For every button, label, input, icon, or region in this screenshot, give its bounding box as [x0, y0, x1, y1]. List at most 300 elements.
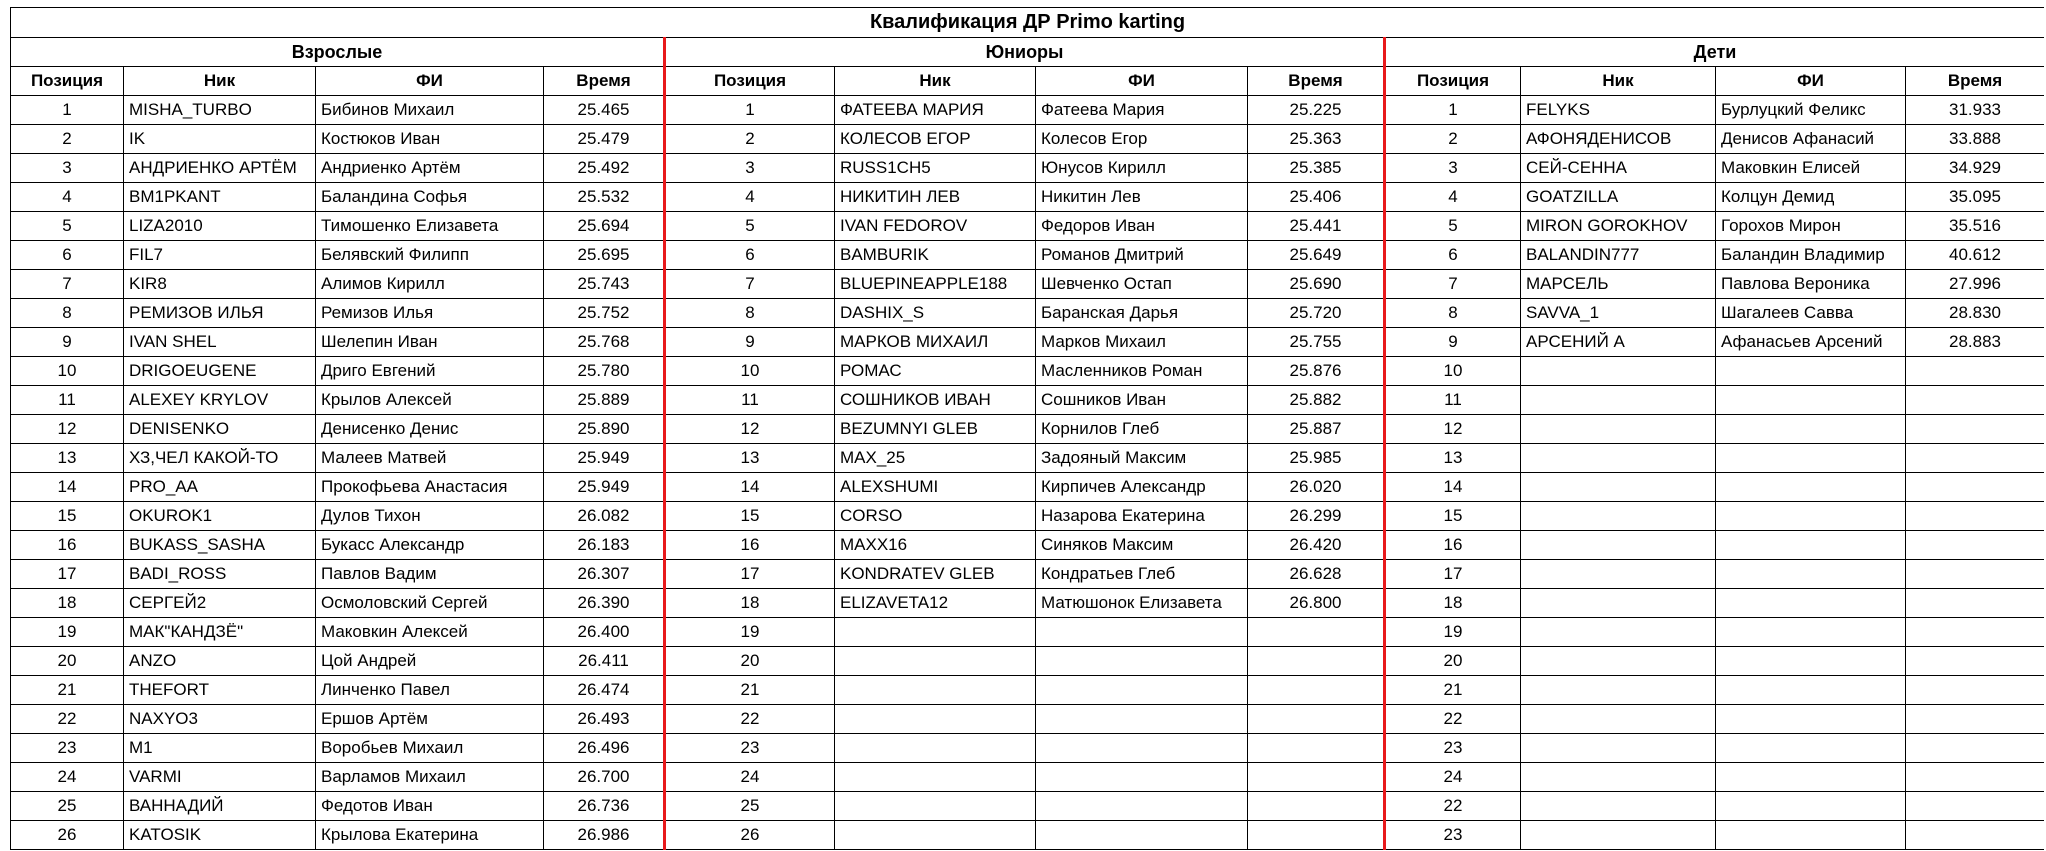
column-header-fio: ФИ: [1036, 67, 1248, 96]
cell-nick: СОШНИКОВ ИВАН: [835, 386, 1036, 415]
cell-fio: Горохов Мирон: [1716, 212, 1906, 241]
cell-pos: 11: [11, 386, 124, 415]
cell-fio: Линченко Павел: [316, 676, 544, 705]
cell-nick: МАРКОВ МИХАИЛ: [835, 328, 1036, 357]
cell-nick: MISHA_TURBO: [124, 96, 316, 125]
cell-nick: [1521, 589, 1716, 618]
cell-time: [1906, 502, 2045, 531]
cell-time: 25.889: [544, 386, 665, 415]
table-row: [11, 821, 2045, 850]
cell-pos: 8: [665, 299, 835, 328]
cell-nick: DENISENKO: [124, 415, 316, 444]
cell-nick: [1521, 618, 1716, 647]
cell-time: 26.020: [1248, 473, 1385, 502]
cell-nick: АРСЕНИЙ А: [1521, 328, 1716, 357]
cell-fio: [1036, 618, 1248, 647]
cell-fio: [1716, 415, 1906, 444]
cell-fio: [1716, 357, 1906, 386]
cell-time: [1906, 560, 2045, 589]
cell-time: [1248, 821, 1385, 850]
cell-time: [1906, 792, 2045, 821]
cell-pos: 16: [665, 531, 835, 560]
cell-time: [1906, 531, 2045, 560]
cell-time: 25.441: [1248, 212, 1385, 241]
cell-nick: ВАННАДИЙ: [124, 792, 316, 821]
cell-pos: 22: [11, 705, 124, 734]
cell-fio: Марков Михаил: [1036, 328, 1248, 357]
cell-fio: [1036, 647, 1248, 676]
table-row: [11, 763, 2045, 792]
group-header-kids: Дети: [1385, 38, 2045, 67]
cell-pos: 3: [11, 154, 124, 183]
results-body: [11, 96, 2045, 850]
cell-time: [1248, 734, 1385, 763]
cell-time: [1248, 618, 1385, 647]
cell-pos: 26: [665, 821, 835, 850]
cell-time: 40.612: [1906, 241, 2045, 270]
table-row: [11, 560, 2045, 589]
column-header-time: Время: [1248, 67, 1385, 96]
cell-time: 25.492: [544, 154, 665, 183]
table-row: [11, 589, 2045, 618]
cell-fio: Матюшонок Елизавета: [1036, 589, 1248, 618]
column-header-fio: ФИ: [1716, 67, 1906, 96]
cell-pos: 22: [1385, 705, 1521, 734]
cell-nick: KATOSIK: [124, 821, 316, 850]
table-row: [11, 705, 2045, 734]
cell-time: 25.780: [544, 357, 665, 386]
cell-pos: 7: [665, 270, 835, 299]
cell-fio: Задояный Максим: [1036, 444, 1248, 473]
cell-pos: 19: [1385, 618, 1521, 647]
cell-fio: Баранская Дарья: [1036, 299, 1248, 328]
cell-time: 25.479: [544, 125, 665, 154]
cell-pos: 18: [11, 589, 124, 618]
cell-nick: [835, 705, 1036, 734]
cell-pos: 22: [1385, 792, 1521, 821]
cell-nick: [1521, 444, 1716, 473]
cell-time: 25.890: [544, 415, 665, 444]
cell-time: [1248, 792, 1385, 821]
cell-pos: 6: [1385, 241, 1521, 270]
cell-pos: 12: [11, 415, 124, 444]
cell-pos: 15: [665, 502, 835, 531]
cell-fio: Афанасьев Арсений: [1716, 328, 1906, 357]
group-header-juniors: Юниоры: [665, 38, 1385, 67]
cell-nick: BUKASS_SASHA: [124, 531, 316, 560]
cell-pos: 24: [665, 763, 835, 792]
cell-fio: Юнусов Кирилл: [1036, 154, 1248, 183]
cell-pos: 16: [1385, 531, 1521, 560]
cell-nick: IVAN FEDOROV: [835, 212, 1036, 241]
cell-time: 25.755: [1248, 328, 1385, 357]
cell-time: 25.752: [544, 299, 665, 328]
cell-fio: Романов Дмитрий: [1036, 241, 1248, 270]
cell-nick: FELYKS: [1521, 96, 1716, 125]
cell-pos: 20: [1385, 647, 1521, 676]
cell-fio: [1716, 473, 1906, 502]
cell-time: [1906, 763, 2045, 792]
cell-fio: Денисенко Денис: [316, 415, 544, 444]
cell-nick: BALANDIN777: [1521, 241, 1716, 270]
cell-time: 26.986: [544, 821, 665, 850]
cell-nick: DASHIX_S: [835, 299, 1036, 328]
cell-nick: [835, 792, 1036, 821]
column-header-nick: Ник: [835, 67, 1036, 96]
cell-pos: 2: [11, 125, 124, 154]
table-row: [11, 96, 2045, 125]
cell-nick: [835, 676, 1036, 705]
cell-pos: 2: [1385, 125, 1521, 154]
cell-time: 25.985: [1248, 444, 1385, 473]
cell-time: 26.420: [1248, 531, 1385, 560]
cell-nick: РЕМИЗОВ ИЛЬЯ: [124, 299, 316, 328]
cell-time: 26.474: [544, 676, 665, 705]
cell-nick: BADI_ROSS: [124, 560, 316, 589]
cell-pos: 6: [11, 241, 124, 270]
table-row: [11, 647, 2045, 676]
cell-time: 33.888: [1906, 125, 2045, 154]
cell-fio: [1716, 560, 1906, 589]
cell-nick: [835, 763, 1036, 792]
cell-fio: Колесов Егор: [1036, 125, 1248, 154]
cell-time: [1906, 415, 2045, 444]
cell-nick: FIL7: [124, 241, 316, 270]
cell-fio: [1036, 705, 1248, 734]
cell-fio: Букасс Александр: [316, 531, 544, 560]
cell-pos: 4: [665, 183, 835, 212]
cell-time: 25.887: [1248, 415, 1385, 444]
cell-pos: 12: [1385, 415, 1521, 444]
column-header-row: [11, 67, 2045, 96]
cell-fio: [1716, 676, 1906, 705]
cell-fio: Алимов Кирилл: [316, 270, 544, 299]
cell-nick: M1: [124, 734, 316, 763]
cell-fio: [1716, 589, 1906, 618]
cell-fio: [1716, 792, 1906, 821]
column-header-fio: ФИ: [316, 67, 544, 96]
cell-time: 26.411: [544, 647, 665, 676]
cell-time: [1906, 473, 2045, 502]
column-header-nick: Ник: [1521, 67, 1716, 96]
cell-pos: 11: [665, 386, 835, 415]
cell-fio: Андриенко Артём: [316, 154, 544, 183]
table-row: [11, 618, 2045, 647]
column-header-nick: Ник: [124, 67, 316, 96]
column-header-pos: Позиция: [665, 67, 835, 96]
cell-nick: [1521, 705, 1716, 734]
cell-pos: 22: [665, 705, 835, 734]
cell-time: 25.465: [544, 96, 665, 125]
cell-fio: Шевченко Остап: [1036, 270, 1248, 299]
table-row: [11, 328, 2045, 357]
cell-fio: Ремизов Илья: [316, 299, 544, 328]
cell-fio: Крылов Алексей: [316, 386, 544, 415]
cell-pos: 13: [11, 444, 124, 473]
cell-time: 25.532: [544, 183, 665, 212]
cell-nick: [835, 647, 1036, 676]
cell-time: 25.720: [1248, 299, 1385, 328]
cell-pos: 1: [665, 96, 835, 125]
cell-pos: 17: [11, 560, 124, 589]
table-row: [11, 502, 2045, 531]
cell-nick: MIRON GOROKHOV: [1521, 212, 1716, 241]
cell-pos: 19: [11, 618, 124, 647]
cell-nick: [1521, 502, 1716, 531]
cell-time: 26.736: [544, 792, 665, 821]
cell-time: 25.225: [1248, 96, 1385, 125]
cell-time: 25.690: [1248, 270, 1385, 299]
cell-time: [1906, 647, 2045, 676]
cell-pos: 24: [1385, 763, 1521, 792]
cell-fio: Осмоловский Сергей: [316, 589, 544, 618]
cell-time: [1906, 821, 2045, 850]
table-row: [11, 473, 2045, 502]
cell-nick: BAMBURIK: [835, 241, 1036, 270]
cell-nick: OKUROK1: [124, 502, 316, 531]
title-row: [11, 8, 2045, 38]
cell-fio: [1716, 444, 1906, 473]
cell-time: [1248, 676, 1385, 705]
cell-time: [1906, 618, 2045, 647]
cell-nick: GOATZILLA: [1521, 183, 1716, 212]
cell-fio: Маковкин Елисей: [1716, 154, 1906, 183]
cell-nick: ХЗ,ЧЕЛ КАКОЙ-ТО: [124, 444, 316, 473]
cell-nick: [1521, 821, 1716, 850]
cell-pos: 17: [1385, 560, 1521, 589]
cell-time: 25.949: [544, 444, 665, 473]
cell-pos: 14: [11, 473, 124, 502]
group-header-row: [11, 38, 2045, 67]
table-row: [11, 676, 2045, 705]
cell-pos: 9: [11, 328, 124, 357]
cell-pos: 2: [665, 125, 835, 154]
cell-pos: 5: [665, 212, 835, 241]
cell-nick: RUSS1CH5: [835, 154, 1036, 183]
cell-fio: Федоров Иван: [1036, 212, 1248, 241]
cell-nick: IK: [124, 125, 316, 154]
cell-nick: [1521, 357, 1716, 386]
cell-pos: 1: [11, 96, 124, 125]
cell-time: 25.949: [544, 473, 665, 502]
cell-time: 34.929: [1906, 154, 2045, 183]
cell-pos: 15: [11, 502, 124, 531]
cell-fio: [1716, 647, 1906, 676]
cell-pos: 14: [665, 473, 835, 502]
cell-pos: 5: [11, 212, 124, 241]
cell-time: 26.800: [1248, 589, 1385, 618]
cell-fio: [1036, 734, 1248, 763]
cell-nick: [1521, 763, 1716, 792]
cell-nick: BEZUMNYI GLEB: [835, 415, 1036, 444]
cell-pos: 16: [11, 531, 124, 560]
cell-fio: Павлов Вадим: [316, 560, 544, 589]
cell-nick: BM1PKANT: [124, 183, 316, 212]
cell-time: 25.694: [544, 212, 665, 241]
cell-time: 25.876: [1248, 357, 1385, 386]
cell-nick: SAVVA_1: [1521, 299, 1716, 328]
cell-time: 35.095: [1906, 183, 2045, 212]
cell-nick: LIZA2010: [124, 212, 316, 241]
cell-fio: [1036, 821, 1248, 850]
cell-time: [1906, 589, 2045, 618]
cell-fio: Масленников Роман: [1036, 357, 1248, 386]
qualification-sheet: [10, 7, 2044, 851]
cell-time: 25.406: [1248, 183, 1385, 212]
cell-nick: IVAN SHEL: [124, 328, 316, 357]
cell-fio: Цой Андрей: [316, 647, 544, 676]
table-row: [11, 357, 2045, 386]
cell-nick: СЕЙ-СЕННА: [1521, 154, 1716, 183]
cell-nick: АФОНЯДЕНИСОВ: [1521, 125, 1716, 154]
cell-nick: THEFORT: [124, 676, 316, 705]
table-row: [11, 734, 2045, 763]
cell-nick: [1521, 531, 1716, 560]
cell-time: 26.183: [544, 531, 665, 560]
cell-pos: 15: [1385, 502, 1521, 531]
table-row: [11, 183, 2045, 212]
cell-pos: 8: [11, 299, 124, 328]
cell-pos: 4: [1385, 183, 1521, 212]
cell-time: [1906, 734, 2045, 763]
cell-pos: 18: [1385, 589, 1521, 618]
cell-nick: MAXX16: [835, 531, 1036, 560]
cell-fio: Бурлуцкий Феликс: [1716, 96, 1906, 125]
cell-pos: 20: [11, 647, 124, 676]
cell-nick: VARMI: [124, 763, 316, 792]
cell-fio: [1716, 821, 1906, 850]
cell-pos: 6: [665, 241, 835, 270]
cell-nick: [1521, 560, 1716, 589]
cell-fio: Бибинов Михаил: [316, 96, 544, 125]
cell-nick: [835, 734, 1036, 763]
cell-fio: Павлова Вероника: [1716, 270, 1906, 299]
cell-pos: 21: [11, 676, 124, 705]
cell-pos: 14: [1385, 473, 1521, 502]
cell-pos: 17: [665, 560, 835, 589]
cell-nick: ANZO: [124, 647, 316, 676]
cell-time: [1906, 357, 2045, 386]
cell-time: [1248, 763, 1385, 792]
cell-pos: 20: [665, 647, 835, 676]
cell-fio: Прокофьева Анастасия: [316, 473, 544, 502]
cell-nick: NAXYO3: [124, 705, 316, 734]
table-row: [11, 270, 2045, 299]
cell-nick: [1521, 415, 1716, 444]
cell-pos: 19: [665, 618, 835, 647]
cell-fio: Назарова Екатерина: [1036, 502, 1248, 531]
cell-pos: 25: [11, 792, 124, 821]
cell-pos: 13: [665, 444, 835, 473]
cell-fio: Шагалеев Савва: [1716, 299, 1906, 328]
cell-nick: [1521, 676, 1716, 705]
cell-nick: PRO_AA: [124, 473, 316, 502]
cell-pos: 23: [1385, 734, 1521, 763]
cell-fio: Шелепин Иван: [316, 328, 544, 357]
cell-fio: [1716, 502, 1906, 531]
cell-fio: [1036, 792, 1248, 821]
table-row: [11, 241, 2045, 270]
cell-time: 27.996: [1906, 270, 2045, 299]
cell-nick: BLUEPINEAPPLE188: [835, 270, 1036, 299]
table-row: [11, 154, 2045, 183]
cell-time: 26.493: [544, 705, 665, 734]
table-row: [11, 444, 2045, 473]
cell-nick: СЕРГЕЙ2: [124, 589, 316, 618]
cell-fio: Белявский Филипп: [316, 241, 544, 270]
cell-fio: Ершов Артём: [316, 705, 544, 734]
cell-pos: 7: [1385, 270, 1521, 299]
cell-pos: 23: [11, 734, 124, 763]
cell-nick: MAX_25: [835, 444, 1036, 473]
cell-fio: Дулов Тихон: [316, 502, 544, 531]
table-row: [11, 299, 2045, 328]
cell-nick: ALEXSHUMI: [835, 473, 1036, 502]
column-header-time: Время: [1906, 67, 2045, 96]
cell-time: [1248, 705, 1385, 734]
cell-fio: Сошников Иван: [1036, 386, 1248, 415]
cell-time: 25.882: [1248, 386, 1385, 415]
cell-pos: 10: [665, 357, 835, 386]
cell-fio: Костюков Иван: [316, 125, 544, 154]
cell-nick: [835, 618, 1036, 647]
cell-time: [1248, 647, 1385, 676]
cell-pos: 8: [1385, 299, 1521, 328]
group-header-adults: Взрослые: [11, 38, 665, 67]
cell-pos: 7: [11, 270, 124, 299]
cell-nick: РОМАС: [835, 357, 1036, 386]
cell-fio: Воробьев Михаил: [316, 734, 544, 763]
cell-fio: [1716, 734, 1906, 763]
cell-fio: Кондратьев Глеб: [1036, 560, 1248, 589]
cell-pos: 9: [665, 328, 835, 357]
cell-pos: 23: [1385, 821, 1521, 850]
cell-fio: Тимошенко Елизавета: [316, 212, 544, 241]
cell-nick: [1521, 473, 1716, 502]
cell-pos: 10: [1385, 357, 1521, 386]
table-row: [11, 212, 2045, 241]
cell-nick: KONDRATEV GLEB: [835, 560, 1036, 589]
column-header-time: Время: [544, 67, 665, 96]
cell-pos: 25: [665, 792, 835, 821]
column-header-pos: Позиция: [1385, 67, 1521, 96]
cell-time: 25.695: [544, 241, 665, 270]
cell-pos: 1: [1385, 96, 1521, 125]
table-row: [11, 531, 2045, 560]
cell-fio: [1716, 763, 1906, 792]
cell-fio: Федотов Иван: [316, 792, 544, 821]
cell-nick: [835, 821, 1036, 850]
cell-fio: [1716, 618, 1906, 647]
cell-time: 26.390: [544, 589, 665, 618]
cell-nick: [1521, 792, 1716, 821]
cell-time: 26.496: [544, 734, 665, 763]
cell-pos: 23: [665, 734, 835, 763]
cell-fio: [1036, 763, 1248, 792]
cell-pos: 13: [1385, 444, 1521, 473]
cell-fio: Маковкин Алексей: [316, 618, 544, 647]
cell-pos: 26: [11, 821, 124, 850]
cell-nick: CORSO: [835, 502, 1036, 531]
cell-pos: 24: [11, 763, 124, 792]
cell-nick: [1521, 386, 1716, 415]
table-row: [11, 415, 2045, 444]
cell-nick: ALEXEY KRYLOV: [124, 386, 316, 415]
table-row: [11, 386, 2045, 415]
cell-time: 28.830: [1906, 299, 2045, 328]
column-header-pos: Позиция: [11, 67, 124, 96]
cell-time: 35.516: [1906, 212, 2045, 241]
